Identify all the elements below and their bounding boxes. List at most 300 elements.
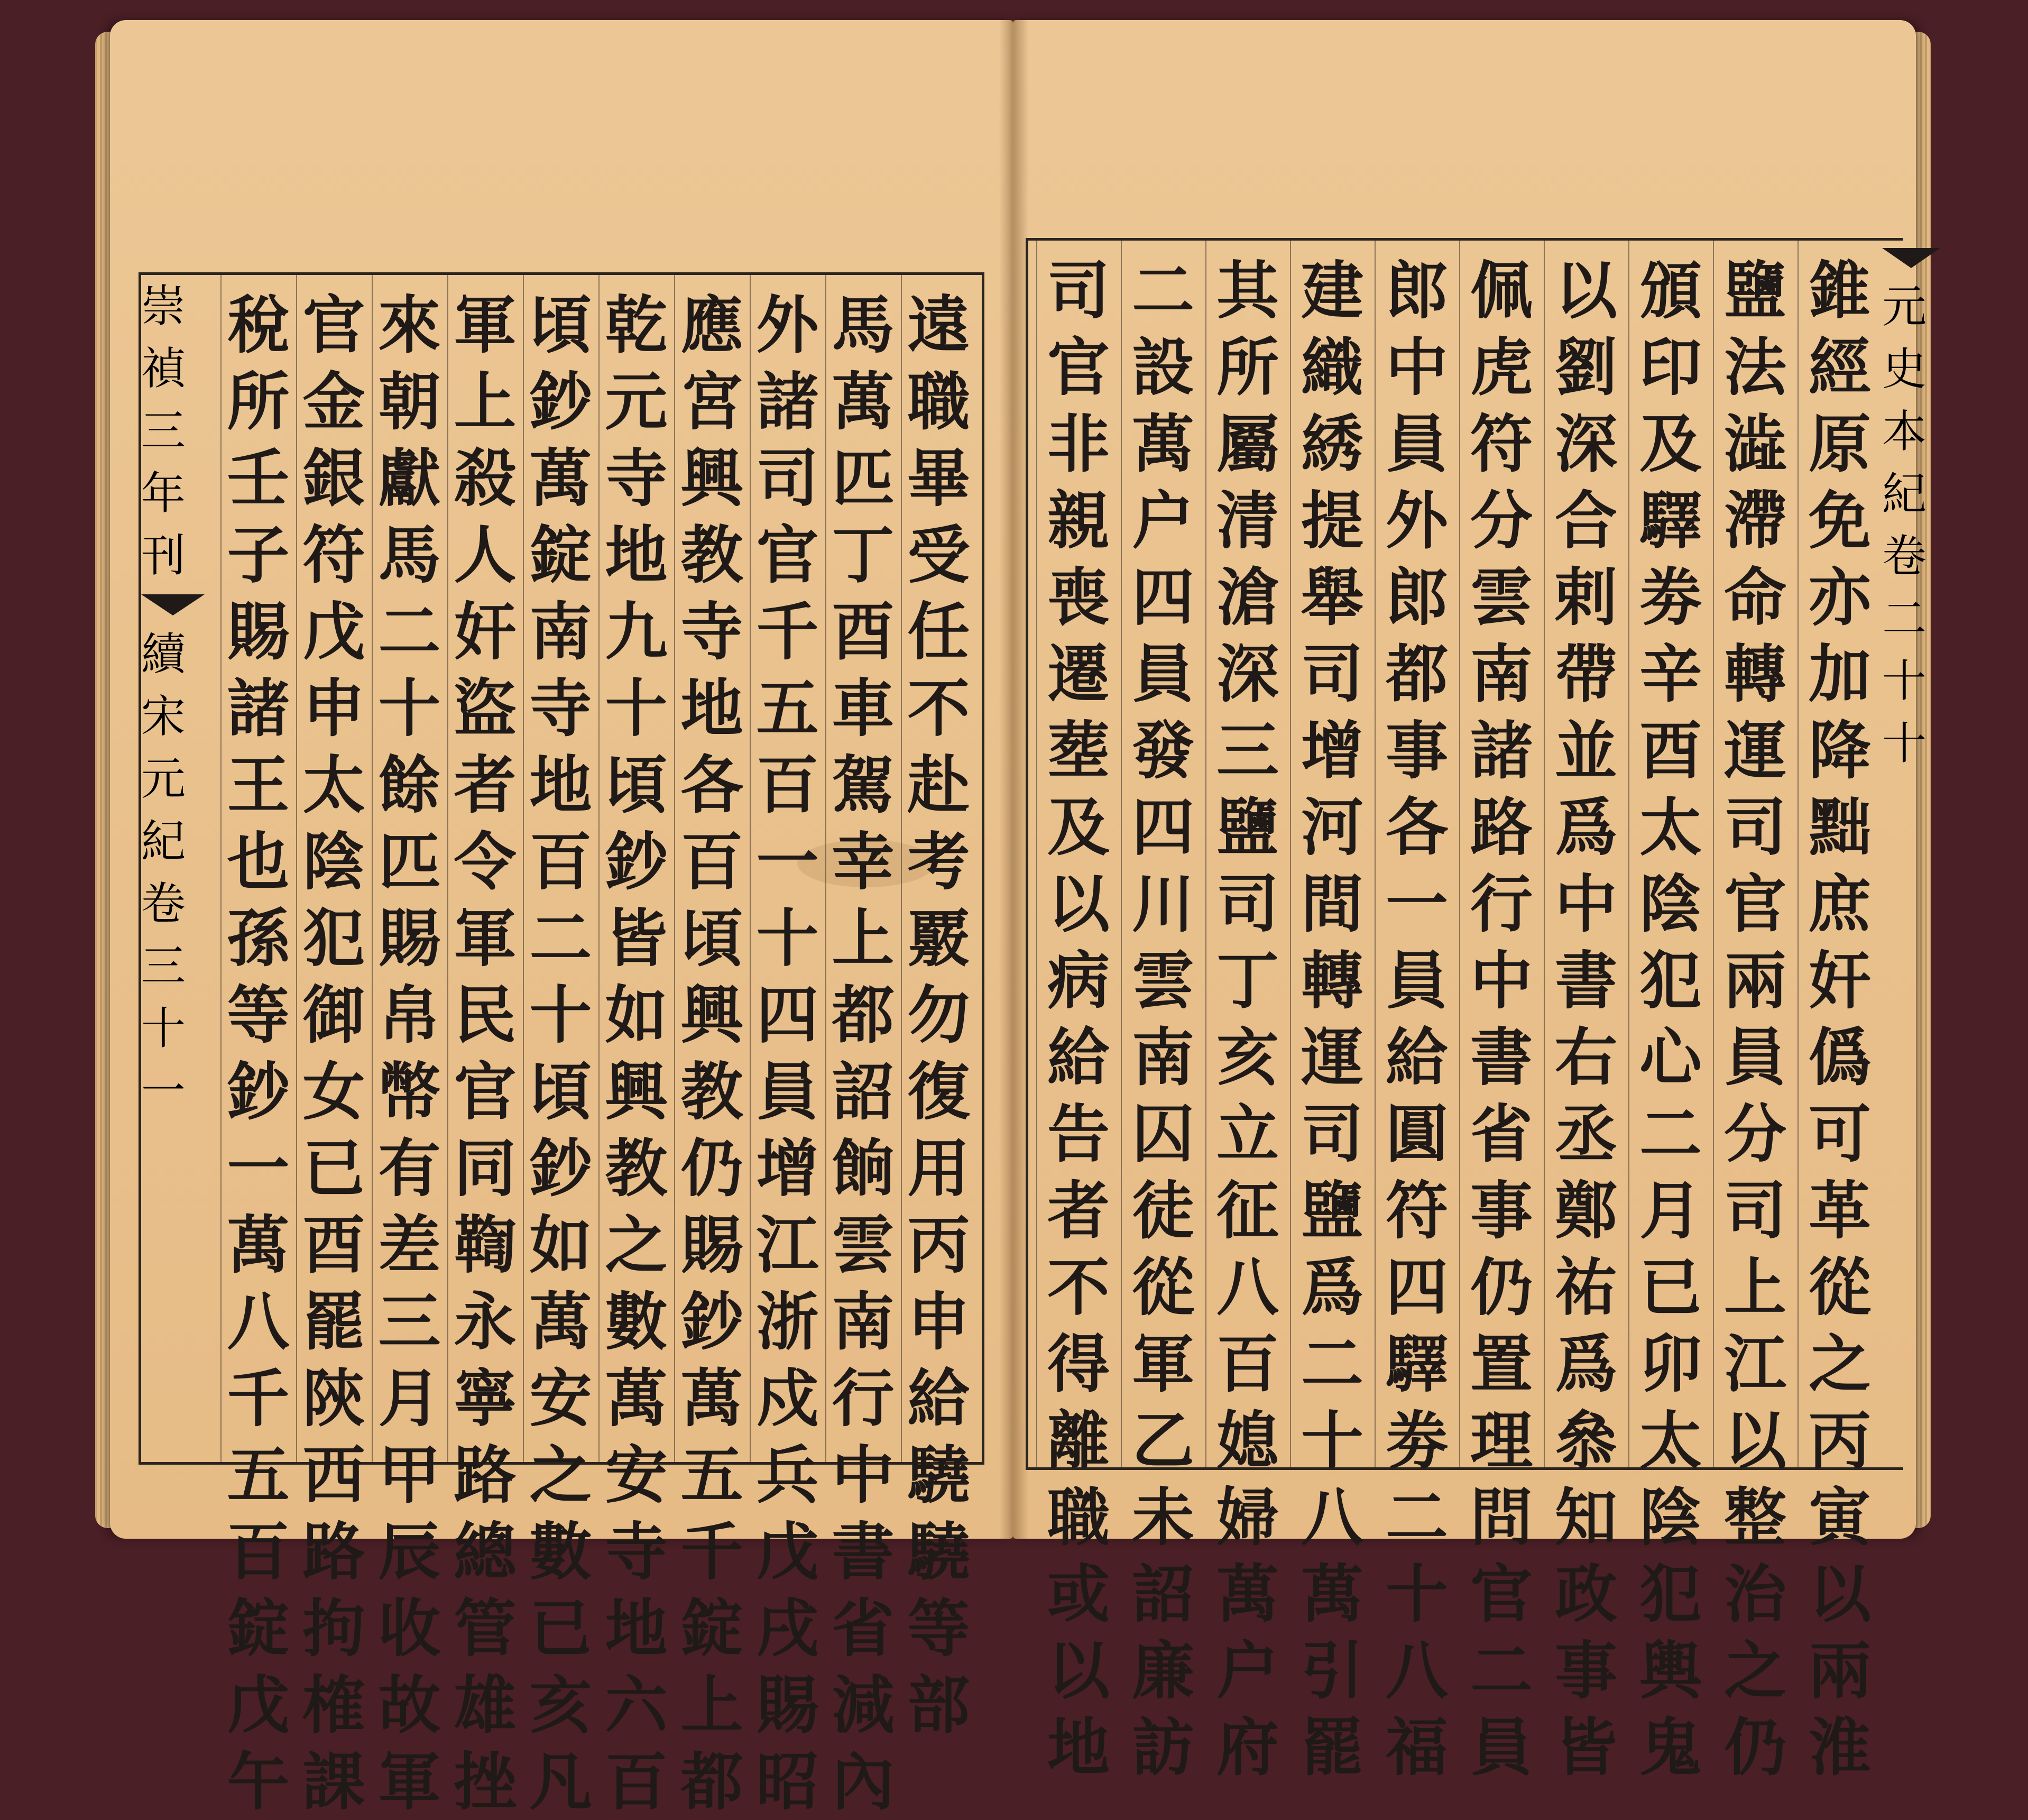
text-column	[220, 275, 296, 1818]
text-char: 省	[832, 1592, 895, 1665]
text-char: 澁	[1723, 407, 1786, 481]
text-char: 命	[1723, 560, 1786, 634]
running-title-char: 續	[141, 628, 186, 680]
text-char: 二	[1639, 1097, 1702, 1171]
text-char: 總	[454, 1515, 517, 1588]
text-char: 司	[1301, 1097, 1363, 1171]
text-char: 立	[1216, 1097, 1279, 1171]
text-char: 江	[756, 1208, 819, 1282]
text-char: 萬	[227, 1208, 290, 1282]
text-char: 並	[1554, 714, 1617, 787]
text-char: 甲	[378, 1438, 441, 1512]
text-column	[901, 275, 976, 1742]
text-char: 路	[454, 1438, 517, 1512]
text-char: 萬	[1216, 1557, 1279, 1631]
text-char: 百	[529, 825, 592, 898]
text-char: 鈔	[529, 1132, 592, 1205]
text-char: 書	[832, 1515, 895, 1588]
text-char: 路	[1470, 790, 1533, 864]
text-char: 南	[1131, 1021, 1194, 1094]
running-title-char: 本	[1882, 406, 1927, 457]
text-char: 南	[832, 1285, 895, 1358]
text-char: 兩	[1723, 944, 1786, 1017]
text-char: 或	[1047, 1557, 1110, 1631]
text-char: 子	[227, 518, 290, 592]
text-char: 興	[680, 978, 743, 1052]
text-char: 地	[1047, 1711, 1110, 1784]
text-char: 車	[832, 672, 895, 745]
text-char: 不	[1047, 1251, 1110, 1324]
text-char: 得	[1047, 1327, 1110, 1401]
text-char: 轉	[1301, 944, 1363, 1017]
text-char: 太	[1639, 1404, 1702, 1477]
text-char: 覈	[907, 902, 970, 975]
text-char: 申	[302, 672, 365, 745]
text-char: 間	[1301, 867, 1363, 941]
text-char: 深	[1216, 637, 1279, 711]
text-char: 經	[1808, 330, 1871, 404]
text-char: 書	[1470, 1021, 1533, 1094]
text-char: 殺	[454, 442, 517, 515]
text-char: 員	[1385, 944, 1448, 1017]
text-char: 戊	[756, 1515, 819, 1588]
text-char: 中	[832, 1438, 895, 1512]
text-char: 亦	[1808, 560, 1871, 634]
text-char: 行	[832, 1362, 895, 1435]
text-char: 以	[1554, 254, 1617, 327]
text-char: 課	[302, 1745, 365, 1818]
edition-label	[141, 275, 215, 587]
book-gutter	[999, 20, 1029, 1539]
text-char: 事	[1470, 1174, 1533, 1247]
running-title-char: 史	[1882, 343, 1927, 395]
text-char: 百	[680, 825, 743, 898]
text-char: 諸	[756, 365, 819, 438]
text-column	[1290, 241, 1375, 1784]
text-char: 雲	[1131, 944, 1194, 1017]
text-char: 千	[680, 1515, 743, 1588]
text-column	[1797, 241, 1882, 1784]
text-char: 南	[1470, 637, 1533, 711]
text-char: 月	[378, 1362, 441, 1435]
text-char: 戌	[756, 1592, 819, 1665]
text-char: 皆	[605, 902, 668, 975]
text-char: 賜	[227, 595, 290, 668]
text-char: 浙	[756, 1285, 819, 1358]
running-title-char: 三	[141, 940, 186, 992]
text-char: 已	[529, 1592, 592, 1665]
text-char: 詔	[832, 1055, 895, 1128]
text-char: 萬	[529, 442, 592, 515]
text-char: 勿	[907, 978, 970, 1052]
text-char: 問	[1470, 1481, 1533, 1554]
text-char: 幸	[832, 825, 895, 898]
text-char: 錠	[529, 518, 592, 592]
text-char: 部	[907, 1668, 970, 1742]
text-column	[372, 275, 447, 1818]
text-char: 二	[1385, 1481, 1448, 1554]
text-char: 差	[378, 1208, 441, 1282]
text-char: 合	[1554, 484, 1617, 557]
text-char: 西	[302, 1438, 365, 1512]
text-char: 鈔	[227, 1055, 290, 1128]
text-char: 兵	[756, 1438, 819, 1512]
text-char: 犯	[1639, 944, 1702, 1017]
text-char: 雲	[832, 1208, 895, 1282]
text-char: 以	[1723, 1404, 1786, 1477]
text-char: 陰	[1639, 867, 1702, 941]
text-char: 乾	[605, 288, 668, 362]
text-char: 二	[1470, 1634, 1533, 1707]
text-char: 拘	[302, 1592, 365, 1665]
text-char: 軍	[454, 288, 517, 362]
text-char: 教	[680, 1055, 743, 1128]
text-char: 户	[1216, 1634, 1279, 1707]
text-column	[1713, 241, 1797, 1784]
text-char: 女	[302, 1055, 365, 1128]
text-char: 萬	[680, 1362, 743, 1435]
text-char: 其	[1216, 254, 1279, 327]
text-char: 從	[1131, 1251, 1194, 1324]
text-column	[1544, 241, 1628, 1784]
text-char: 軍	[1131, 1327, 1194, 1401]
text-column	[1036, 241, 1121, 1784]
text-char: 兩	[1808, 1634, 1871, 1707]
text-char: 一	[756, 825, 819, 898]
text-char: 十	[1301, 1404, 1363, 1477]
text-char: 五	[227, 1438, 290, 1512]
text-char: 綉	[1301, 407, 1363, 481]
text-char: 黜	[1808, 790, 1871, 864]
text-char: 朝	[378, 365, 441, 438]
text-char: 八	[1301, 1481, 1363, 1554]
text-char: 孫	[227, 902, 290, 975]
text-char: 同	[454, 1132, 517, 1205]
text-char: 官	[1723, 867, 1786, 941]
text-char: 數	[529, 1515, 592, 1588]
text-char: 賜	[378, 902, 441, 975]
text-char: 清	[1216, 484, 1279, 557]
text-char: 諸	[1470, 714, 1533, 787]
text-char: 百	[605, 1745, 668, 1818]
text-char: 屬	[1216, 407, 1279, 481]
text-char: 叅	[1554, 1404, 1617, 1477]
text-char: 免	[1808, 484, 1871, 557]
text-char: 數	[605, 1285, 668, 1358]
text-char: 寧	[454, 1362, 517, 1435]
text-char: 地	[680, 672, 743, 745]
text-char: 中	[1470, 944, 1533, 1017]
text-char: 建	[1301, 254, 1363, 327]
text-char: 軍	[454, 902, 517, 975]
text-char: 廉	[1131, 1634, 1194, 1707]
running-title-char: 紀	[1882, 468, 1927, 520]
text-char: 福	[1385, 1711, 1448, 1784]
text-char: 户	[1131, 484, 1194, 557]
text-char: 地	[605, 518, 668, 592]
left-running-title	[141, 623, 215, 997]
text-char: 中	[1554, 867, 1617, 941]
text-char: 頒	[1639, 254, 1702, 327]
text-char: 奸	[1808, 944, 1871, 1017]
text-char: 病	[1047, 944, 1110, 1017]
text-column	[750, 275, 825, 1818]
text-char: 太	[1639, 790, 1702, 864]
text-char: 之	[1723, 1634, 1786, 1707]
text-char: 給	[907, 1362, 970, 1435]
text-char: 外	[756, 288, 819, 362]
text-char: 申	[907, 1285, 970, 1358]
text-char: 江	[1723, 1327, 1786, 1401]
text-char: 丞	[1554, 1097, 1617, 1171]
text-char: 剌	[1554, 560, 1617, 634]
text-column	[1628, 241, 1713, 1784]
text-char: 帶	[1554, 637, 1617, 711]
running-title-char: 卷	[1882, 530, 1927, 582]
text-char: 親	[1047, 484, 1110, 557]
text-char: 郎	[1385, 254, 1448, 327]
text-column	[598, 275, 674, 1818]
text-char: 六	[605, 1668, 668, 1742]
text-char: 淮	[1808, 1711, 1871, 1784]
text-char: 囚	[1131, 1097, 1194, 1171]
text-char: 之	[605, 1208, 668, 1282]
text-char: 丁	[1216, 944, 1279, 1017]
text-char: 頃	[680, 902, 743, 975]
text-char: 安	[529, 1362, 592, 1435]
text-char: 員	[1723, 1021, 1786, 1094]
text-char: 獻	[378, 442, 441, 515]
text-char: 管	[454, 1592, 517, 1665]
text-char: 喪	[1047, 560, 1110, 634]
text-char: 輿	[1639, 1634, 1702, 1707]
text-char: 革	[1808, 1174, 1871, 1247]
text-char: 可	[1808, 1097, 1871, 1171]
text-char: 萬	[832, 365, 895, 438]
text-char: 寺	[680, 595, 743, 668]
text-char: 員	[1470, 1711, 1533, 1784]
running-title-char: 元	[1882, 281, 1927, 333]
text-char: 戊	[227, 1668, 290, 1742]
text-char: 有	[378, 1132, 441, 1205]
text-char: 餘	[378, 748, 441, 822]
edition-label-char: 崇	[141, 280, 186, 332]
text-char: 戊	[302, 595, 365, 668]
right-page-number: 十	[1882, 718, 1927, 769]
running-title-char: 二	[1882, 593, 1927, 645]
text-char: 盜	[454, 672, 517, 745]
text-char: 賜	[756, 1668, 819, 1742]
text-char: 也	[227, 825, 290, 898]
text-char: 二	[1301, 1327, 1363, 1401]
text-char: 軍	[378, 1745, 441, 1818]
text-char: 寺	[605, 442, 668, 515]
edition-label-char: 禎	[141, 343, 186, 394]
text-char: 凡	[529, 1745, 592, 1818]
text-char: 一	[227, 1132, 290, 1205]
text-char: 以	[1047, 867, 1110, 941]
text-char: 十	[378, 672, 441, 745]
text-char: 之	[529, 1438, 592, 1512]
text-char: 驛	[1639, 484, 1702, 557]
text-char: 徒	[1131, 1174, 1194, 1247]
text-char: 昭	[756, 1745, 819, 1818]
text-char: 司	[1301, 637, 1363, 711]
text-char: 印	[1639, 330, 1702, 404]
text-char: 政	[1554, 1557, 1617, 1631]
text-char: 丙	[1808, 1404, 1871, 1477]
text-char: 地	[605, 1592, 668, 1665]
text-char: 鈔	[605, 825, 668, 898]
text-char: 丙	[907, 1208, 970, 1282]
edition-label-char: 年	[141, 467, 186, 519]
text-char: 一	[1385, 867, 1448, 941]
text-char: 川	[1131, 867, 1194, 941]
text-char: 遷	[1047, 637, 1110, 711]
text-char: 鄭	[1554, 1174, 1617, 1247]
text-char: 十	[1385, 1557, 1448, 1631]
text-char: 遠	[907, 288, 970, 362]
text-char: 劉	[1554, 330, 1617, 404]
text-char: 以	[1808, 1557, 1871, 1631]
text-char: 地	[529, 748, 592, 822]
text-char: 五	[756, 672, 819, 745]
text-char: 已	[1639, 1251, 1702, 1324]
text-char: 未	[1131, 1481, 1194, 1554]
text-char: 辛	[1639, 637, 1702, 711]
text-char: 增	[1301, 714, 1363, 787]
text-char: 行	[1470, 867, 1533, 941]
text-char: 陝	[302, 1362, 365, 1435]
text-char: 鹽	[1301, 1174, 1363, 1247]
text-char: 寺	[605, 1515, 668, 1588]
text-char: 各	[1385, 790, 1448, 864]
text-char: 元	[605, 365, 668, 438]
text-char: 永	[454, 1285, 517, 1358]
text-char: 如	[605, 978, 668, 1052]
text-char: 錐	[1808, 254, 1871, 327]
text-char: 職	[1047, 1481, 1110, 1554]
text-char: 整	[1723, 1481, 1786, 1554]
running-title-char: 紀	[141, 815, 186, 867]
text-char: 者	[454, 748, 517, 822]
text-char: 受	[907, 518, 970, 592]
text-char: 符	[1385, 1174, 1448, 1247]
text-char: 之	[1808, 1327, 1871, 1401]
text-char: 寅	[1808, 1481, 1871, 1554]
running-title-char: 元	[141, 753, 186, 805]
text-char: 離	[1047, 1404, 1110, 1477]
text-char: 百	[227, 1515, 290, 1588]
text-char: 都	[680, 1745, 743, 1818]
text-char: 十	[605, 672, 668, 745]
text-char: 已	[302, 1132, 365, 1205]
text-char: 萬	[1131, 407, 1194, 481]
text-char: 郎	[1385, 560, 1448, 634]
text-char: 任	[907, 595, 970, 668]
text-char: 稅	[227, 288, 290, 362]
text-char: 法	[1723, 330, 1786, 404]
text-char: 滄	[1216, 560, 1279, 634]
text-char: 佩	[1470, 254, 1533, 327]
text-char: 詔	[1131, 1557, 1194, 1631]
text-char: 符	[302, 518, 365, 592]
text-char: 運	[1301, 1021, 1363, 1094]
text-char: 頃	[529, 1055, 592, 1128]
text-char: 十	[756, 902, 819, 975]
text-char: 九	[605, 595, 668, 668]
text-char: 八	[227, 1285, 290, 1358]
text-char: 深	[1554, 407, 1617, 481]
text-char: 減	[832, 1668, 895, 1742]
text-char: 驍	[907, 1438, 970, 1512]
text-char: 太	[302, 748, 365, 822]
text-char: 雲	[1470, 560, 1533, 634]
text-char: 鞫	[454, 1208, 517, 1282]
text-char: 官	[302, 288, 365, 362]
text-char: 僞	[1808, 1021, 1871, 1094]
text-char: 陰	[302, 825, 365, 898]
text-char: 庶	[1808, 867, 1871, 941]
text-char: 分	[1723, 1097, 1786, 1171]
text-char: 提	[1301, 484, 1363, 557]
text-char: 頃	[529, 288, 592, 362]
text-char: 民	[454, 978, 517, 1052]
text-char: 事	[1385, 714, 1448, 787]
text-char: 書	[1554, 944, 1617, 1017]
text-char: 非	[1047, 407, 1110, 481]
text-char: 爲	[1301, 1251, 1363, 1324]
text-char: 興	[605, 1055, 668, 1128]
text-char: 原	[1808, 407, 1871, 481]
text-char: 罷	[1301, 1711, 1363, 1784]
text-char: 分	[1470, 484, 1533, 557]
text-char: 八	[1216, 1251, 1279, 1324]
text-char: 匹	[378, 825, 441, 898]
text-char: 御	[302, 978, 365, 1052]
fishtail-mark	[141, 594, 205, 615]
text-char: 挫	[454, 1745, 517, 1818]
text-char: 二	[378, 595, 441, 668]
text-char: 理	[1470, 1404, 1533, 1477]
text-char: 來	[378, 288, 441, 362]
text-char: 官	[454, 1055, 517, 1128]
text-char: 故	[378, 1668, 441, 1742]
text-char: 加	[1808, 637, 1871, 711]
text-char: 引	[1301, 1634, 1363, 1707]
text-char: 安	[605, 1438, 668, 1512]
text-char: 應	[680, 288, 743, 362]
text-char: 爲	[1554, 1327, 1617, 1401]
text-char: 復	[907, 1055, 970, 1128]
text-column	[447, 275, 523, 1818]
text-char: 員	[756, 1055, 819, 1128]
text-char: 王	[227, 748, 290, 822]
right-text-frame	[1026, 238, 1927, 1784]
text-char: 以	[1047, 1634, 1110, 1707]
text-char: 都	[1385, 637, 1448, 711]
text-char: 婦	[1216, 1481, 1279, 1554]
text-char: 午	[227, 1745, 290, 1818]
text-char: 所	[1216, 330, 1279, 404]
text-char: 丁	[832, 518, 895, 592]
text-char: 司	[1723, 790, 1786, 864]
text-char: 滯	[1723, 484, 1786, 557]
text-char: 赴	[907, 748, 970, 822]
running-title-char: 卷	[141, 878, 186, 930]
text-char: 都	[832, 978, 895, 1052]
text-char: 員	[1385, 407, 1448, 481]
